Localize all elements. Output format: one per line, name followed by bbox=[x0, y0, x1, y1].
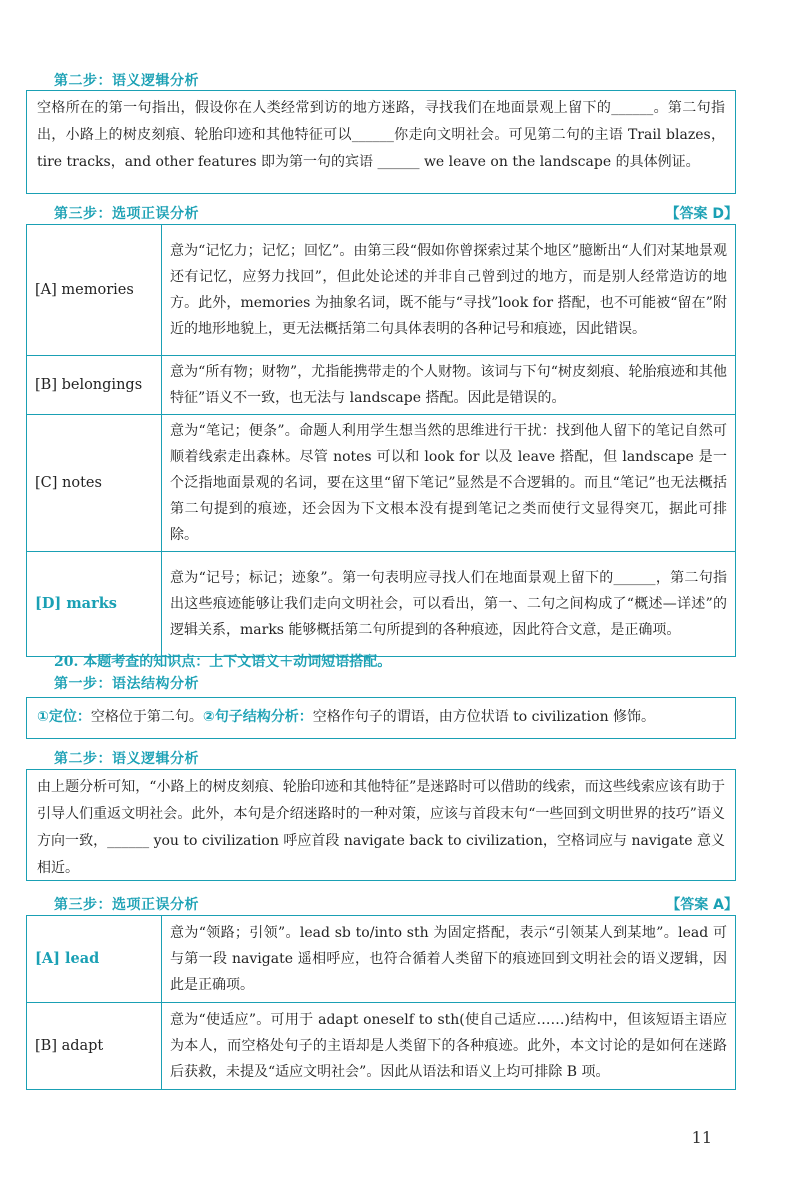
page-number: 11 bbox=[691, 1128, 712, 1147]
option-text: 意为“记号；标记；迹象”。第一句表明应寻找人们在地面景观上留下的______，第二句指出这些痕迹能够让我们走向文明社会，可以看出，第一、二句之间构成了“概述—详述”的逻辑关系，marks 能够概括第二句所提到的各种痕迹，因此符合文意，是正确项。 bbox=[162, 552, 736, 657]
option-text: 意为“领路；引领”。lead sb to/into sth 为固定搭配，表示“引领某人到某地”。lead 可与第一段 navigate 遥相呼应，也符合循着人类留下的痕迹回到文明社会的语义逻辑，因此是正确项。 bbox=[162, 916, 736, 1003]
question-title: 本题考查的知识点：上下文语义＋动词短语搭配。 bbox=[83, 654, 392, 670]
option-row bbox=[27, 415, 736, 552]
options-table bbox=[26, 915, 736, 1090]
option-row bbox=[27, 356, 736, 415]
option-row bbox=[27, 916, 736, 1003]
step2-title: 第二步：语义逻辑分析 bbox=[54, 73, 199, 89]
structure-text: 空格作句子的谓语，由方位状语 to civilization 修饰。 bbox=[312, 709, 656, 725]
option-row bbox=[27, 1003, 736, 1090]
option-label-correct: [A] lead bbox=[27, 916, 162, 1003]
locate-text: 空格位于第二句。 bbox=[90, 709, 203, 725]
step3-title: 第三步：选项正误分析 bbox=[54, 206, 199, 222]
option-label: [C] notes bbox=[27, 415, 162, 552]
option-row bbox=[27, 552, 736, 657]
step2-box: 由上题分析可知，“小路上的树皮刻痕、轮胎印迹和其他特征”是迷路时可以借助的线索，而这些线索应该有助于引导人们重返文明社会。此外，本句是介绍迷路时的一种对策，应该与首段末句“一些回到文明世界的技巧”语义方向一致，______ you to civilization 呼应首段 navigate back to civilization，空格词应与 navigate 意义相近。 bbox=[26, 769, 736, 881]
option-label: [B] adapt bbox=[27, 1003, 162, 1090]
answer-badge: 【答案 A】 bbox=[666, 897, 738, 913]
step2-box: 空格所在的第一句指出，假设你在人类经常到访的地方迷路，寻找我们在地面景观上留下的______。第二句指出，小路上的树皮刻痕、轮胎印迹和其他特征可以______你走向文明社会。可见第二句的主语 Trail blazes，tire tracks，and other features 即为第一句的宾语 ______ we leave on the landscape 的具体例证。 bbox=[26, 90, 736, 194]
option-text: 意为“所有物；财物”，尤指能携带走的个人财物。该词与下句“树皮刻痕、轮胎痕迹和其他特征”语义不一致，也无法与 landscape 搭配。因此是错误的。 bbox=[162, 356, 736, 415]
question-heading bbox=[54, 651, 391, 671]
option-label: [B] belongings bbox=[27, 356, 162, 415]
structure-key: ②句子结构分析： bbox=[202, 709, 313, 725]
step1-title: 第一步：语法结构分析 bbox=[54, 676, 199, 692]
option-label: [A] memories bbox=[27, 225, 162, 356]
option-label-correct: [D] marks bbox=[27, 552, 162, 657]
option-text: 意为“记忆力；记忆；回忆”。由第三段“假如你曾探索过某个地区”臆断出“人们对某地景观还有记忆，应努力找回”，但此处论述的并非自己曾到过的地方，而是别人经常造访的地方。此外，memories 为抽象名词，既不能与“寻找”look for 搭配，也不可能被“留在”附近的地形地貌上，更无法概括第二句具体表明的各种记号和痕迹，因此错误。 bbox=[162, 225, 736, 356]
option-row bbox=[27, 225, 736, 356]
options-table bbox=[26, 224, 736, 657]
answer-badge: 【答案 D】 bbox=[665, 206, 738, 222]
option-text: 意为“笔记；便条”。命题人利用学生想当然的思维进行干扰：找到他人留下的笔记自然可顺着线索走出森林。尽管 notes 可以和 look for 以及 leave 搭配，但 landscape 是一个泛指地面景观的名词，要在这里“留下笔记”显然是不合逻辑的。而且“笔记”也无法概括第二句提到的痕迹，还会因为下文根本没有提到笔记之类而使行文显得突兀，据此可排除。 bbox=[162, 415, 736, 552]
question-number: 20. bbox=[54, 654, 79, 670]
step2-title: 第二步：语义逻辑分析 bbox=[54, 751, 199, 767]
option-text: 意为“使适应”。可用于 adapt oneself to sth(使自己适应……)结构中，但该短语主语应为本人，而空格处句子的主语却是人类留下的各种痕迹。此外，本文讨论的是如何在迷路后获救，未提及“适应文明社会”。因此从语法和语义上均可排除 B 项。 bbox=[162, 1003, 736, 1090]
step1-box bbox=[26, 697, 736, 739]
step3-title: 第三步：选项正误分析 bbox=[54, 897, 199, 913]
locate-key: ①定位： bbox=[37, 709, 91, 725]
